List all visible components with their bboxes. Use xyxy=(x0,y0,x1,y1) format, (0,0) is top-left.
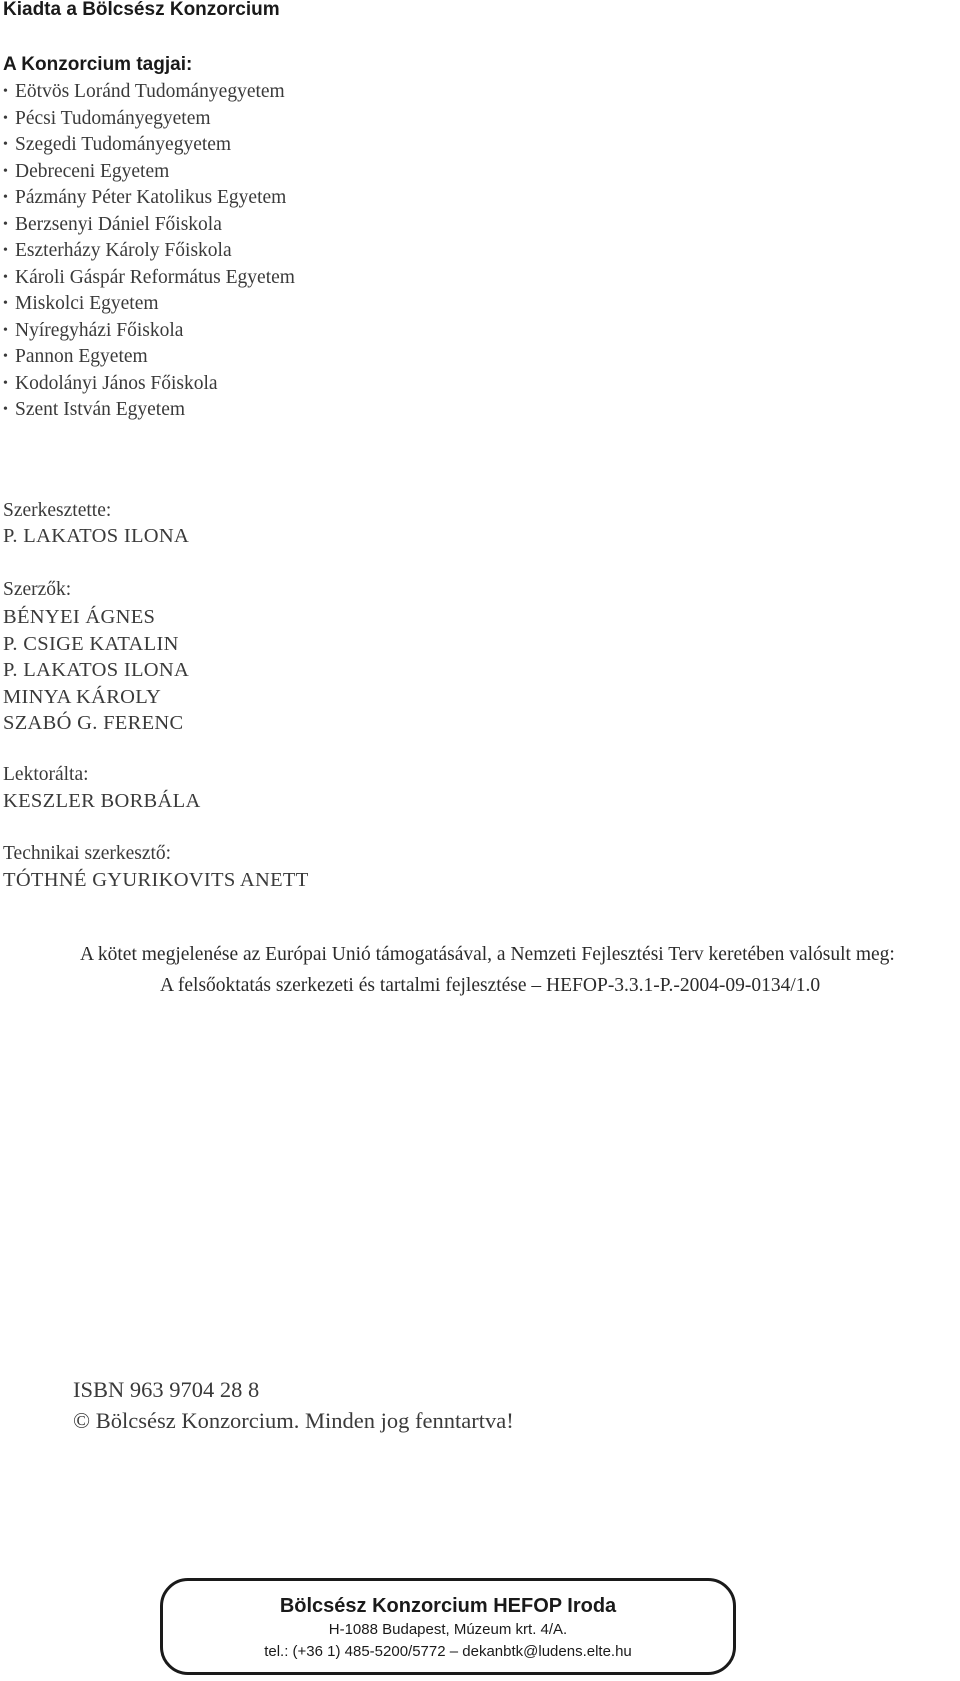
member-name: Károli Gáspár Református Egyetem xyxy=(15,266,295,288)
author-name: MINYA KÁROLY xyxy=(3,685,162,708)
copyright-notice: © Bölcsész Konzorcium. Minden jog fenntartva! xyxy=(73,1408,514,1433)
bullet-icon: • xyxy=(3,322,8,338)
member-name: Pázmány Péter Katolikus Egyetem xyxy=(15,187,287,208)
member-name: Miskolci Egyetem xyxy=(15,293,159,314)
member-name: Szegedi Tudományegyetem xyxy=(15,134,232,155)
list-item xyxy=(3,159,295,186)
technical-editor-label: Technikai szerkesztő: xyxy=(3,843,172,864)
member-name: Szent István Egyetem xyxy=(15,399,186,420)
technical-editor-name: TÓTHNÉ GYURIKOVITS ANETT xyxy=(3,869,309,891)
list-item xyxy=(3,291,295,318)
member-name: Kodolányi János Főiskola xyxy=(15,372,218,394)
bullet-icon: • xyxy=(3,137,8,152)
isbn-number: ISBN 963 9704 28 8 xyxy=(73,1377,260,1402)
member-name: Berzsenyi Dániel Főiskola xyxy=(15,213,222,235)
list-item xyxy=(3,318,295,345)
member-name: Debreceni Egyetem xyxy=(15,160,170,182)
bullet-icon: • xyxy=(3,84,8,99)
member-name: Pécsi Tudományegyetem xyxy=(15,107,211,129)
bullet-icon: • xyxy=(3,216,8,232)
bullet-icon: • xyxy=(3,163,8,179)
authors-label: Szerzők: xyxy=(3,579,72,600)
author-name: BÉNYEI ÁGNES xyxy=(3,606,156,628)
publisher-line: Kiadta a Bölcsész Konzorcium xyxy=(3,0,280,20)
funding-notice-line-1: A kötet megjelenése az Európai Unió támogatásával, a Nemzeti Fejlesztési Terv keretében valósult meg: xyxy=(80,944,895,965)
authors-list xyxy=(3,604,189,737)
imprint-block xyxy=(73,1374,514,1436)
bullet-icon: • xyxy=(3,349,8,364)
member-name: Nyíregyházi Főiskola xyxy=(15,319,184,341)
member-name: Eötvös Loránd Tudományegyetem xyxy=(15,81,285,102)
funding-notice-line-2: A felsőoktatás szerkezeti és tartalmi fejlesztése – HEFOP-3.3.1-P.-2004-09-0134/1.0 xyxy=(160,975,821,996)
bullet-icon: • xyxy=(3,190,8,205)
consortium-member-list xyxy=(3,79,295,424)
bullet-icon: • xyxy=(3,110,8,126)
list-item xyxy=(3,344,295,371)
reviewer-name: KESZLER BORBÁLA xyxy=(3,790,201,812)
list-item xyxy=(3,371,295,398)
member-name: Eszterházy Károly Főiskola xyxy=(15,240,232,261)
author-name: SZABÓ G. FERENC xyxy=(3,712,184,734)
list-item xyxy=(3,212,295,239)
bullet-icon: • xyxy=(3,296,8,311)
reviewer-label: Lektorálta: xyxy=(3,764,89,785)
bullet-icon: • xyxy=(3,402,8,417)
editor-name: P. LAKATOS ILONA xyxy=(3,525,190,547)
footer-contact: tel.: (+36 1) 485-5200/5772 – dekanbtk@ludens.elte.hu xyxy=(264,1643,632,1660)
footer-address: H-1088 Budapest, Múzeum krt. 4/A. xyxy=(328,1621,568,1638)
bullet-icon: • xyxy=(3,375,8,391)
footer-title: Bölcsész Konzorcium HEFOP Iroda xyxy=(279,1595,617,1617)
author-name: P. LAKATOS ILONA xyxy=(3,659,190,681)
author-name: P. CSIGE KATALIN xyxy=(3,632,179,655)
editor-label: Szerkesztette: xyxy=(3,500,112,521)
list-item xyxy=(3,106,295,133)
list-item xyxy=(3,132,295,159)
list-item xyxy=(3,79,295,106)
member-name: Pannon Egyetem xyxy=(15,346,148,367)
list-item xyxy=(3,185,295,212)
footer-contact-box xyxy=(160,1578,736,1675)
consortium-title: A Konzorcium tagjai: xyxy=(3,54,193,75)
list-item xyxy=(3,265,295,292)
bullet-icon: • xyxy=(3,269,8,285)
list-item xyxy=(3,397,295,424)
list-item xyxy=(3,238,295,265)
bullet-icon: • xyxy=(3,243,8,258)
